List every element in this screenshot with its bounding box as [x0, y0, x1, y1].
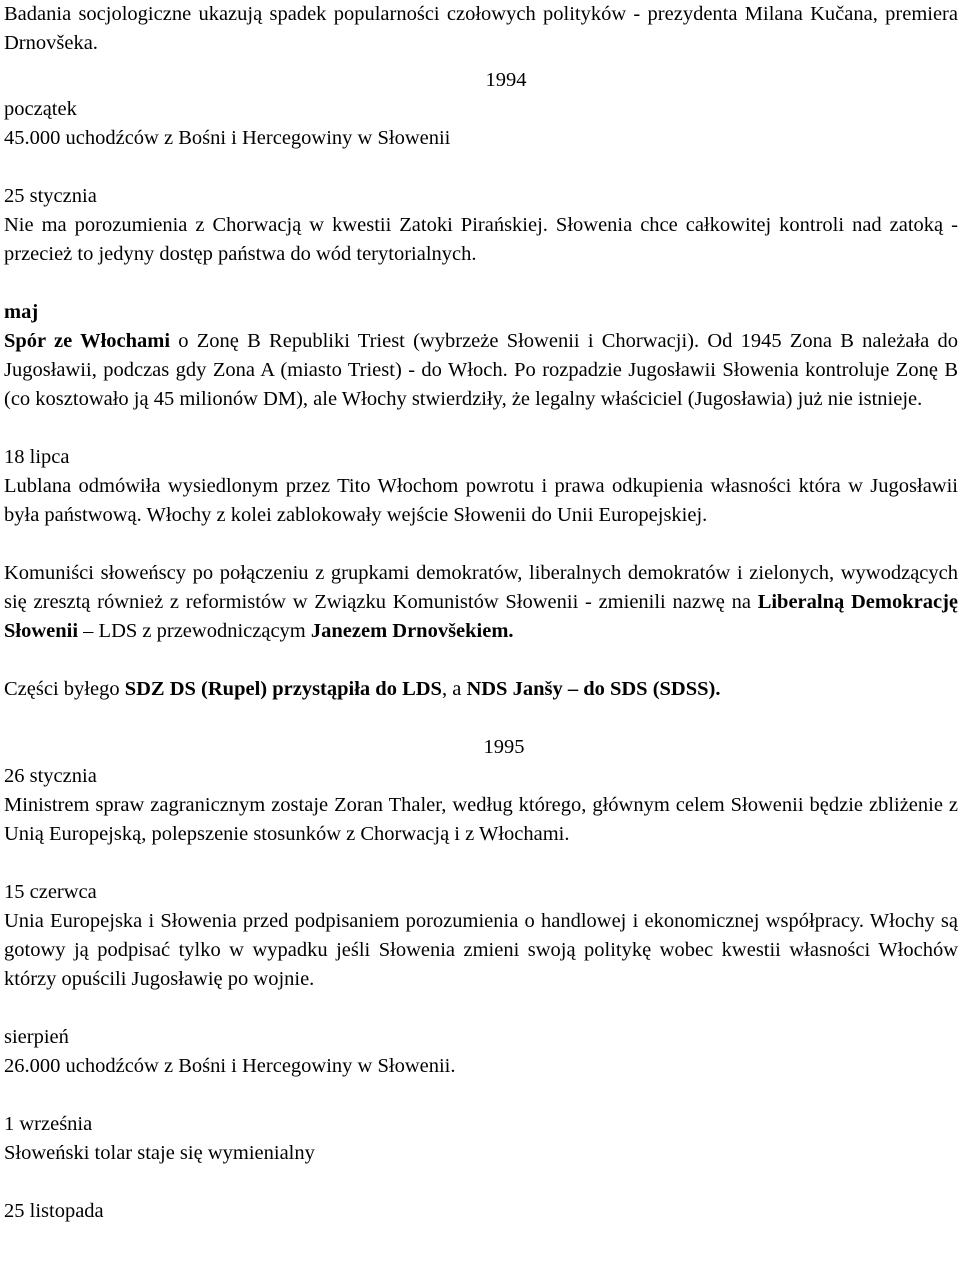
entry-date-1995-nov-25: 25 listopada — [4, 1200, 104, 1222]
entry-date-1994-jan-25: 25 stycznia — [4, 185, 97, 207]
year-heading-1995: 1995 — [483, 736, 525, 758]
paragraph-lds-bold-leader: Janezem Drnovšekiem. — [310, 620, 514, 642]
entry-rest-1994-may: o Zonę B Republiki Triest (wybrzeże Słowenii i Chorwacji). Od 1945 Zona B należała do Jugosławii, podczas gdy Zona A (miasto Triest) - do Włoch. Po rozpadzie Jugosławii Słowenia kontroluje Zonę B (co kosztowało ją 45 milionów DM), ale Włochy stwierdziły, że legalny właściciel (Jugosławia) już nie istnieje. — [4, 330, 959, 410]
entry-text-1995-jun-15: Unia Europejska i Słowenia przed podpisaniem porozumienia o handlowej i ekonomicznej współpracy. Włochy są gotowy ją podpisać tylko w wypadku jeśli Słowenia zmieni swoją politykę wobec kwestii własności Włochów którzy opuścili Jugosławię po wojnie. — [4, 910, 958, 990]
paragraph-lds-part-1: Komuniści słoweńscy po połączeniu z grupkami demokratów, liberalnych demokratów i zielonych, wywodzących się zresztą również z reformistów w Związku Komunistów Słowenii - zmienili nazwę na — [4, 562, 958, 613]
entry-text-1994-may — [4, 327, 958, 414]
entry-text-1994-start: 45.000 uchodźców z Bośni i Hercegowiny w Słowenii — [4, 127, 451, 149]
entry-text-1995-jan-26: Ministrem spraw zagranicznym zostaje Zoran Thaler, według którego, głównym celem Słowenii będzie zbliżenie z Unią Europejską, polepszenie stosunków z Chorwacją i z Włochami. — [4, 794, 958, 845]
entry-text-1994-jul-18: Lublana odmówiła wysiedlonym przez Tito Włochom powrotu i prawa odkupienia własności która w Jugosławii była państwową. Włochy z kolei zablokowały wejście Słowenii do Unii Europejskiej. — [4, 475, 958, 526]
entry-date-1995-jun-15: 15 czerwca — [4, 881, 97, 903]
entry-date-1994-jul-18: 18 lipca — [4, 446, 70, 468]
entry-text-1995-sep-1: Słoweński tolar staje się wymienialny — [4, 1142, 315, 1164]
paragraph-lds-bold-name: Liberalną Demokrację Słowenii — [4, 591, 958, 642]
entry-bold-1994-may: Spór ze Włochami — [4, 330, 171, 352]
entry-date-1995-sep-1: 1 września — [4, 1113, 93, 1135]
paragraph-lds — [4, 559, 958, 646]
intro-paragraph: Badania socjologiczne ukazują spadek popularności czołowych polityków - prezydenta Milana Kučana, premiera Drnovšeka. — [4, 3, 958, 54]
document-page — [4, 0, 958, 1226]
year-heading-1994: 1994 — [485, 69, 527, 91]
paragraph-sdz-part-1: Części byłego — [4, 678, 125, 700]
entry-date-1994-may: maj — [4, 301, 39, 323]
entry-text-1994-jan-25: Nie ma porozumienia z Chorwacją w kwestii Zatoki Pirańskiej. Słowenia chce całkowitej kontroli nad zatoką - przecież to jedyny dostęp państwa do wód terytorialnych. — [4, 214, 958, 265]
entry-date-1994-start: początek — [4, 98, 77, 120]
entry-text-1995-aug: 26.000 uchodźców z Bośni i Hercegowiny w Słowenii. — [4, 1055, 456, 1077]
paragraph-sdz-part-2: , a — [441, 678, 467, 700]
entry-date-1995-jan-26: 26 stycznia — [4, 765, 97, 787]
paragraph-sdz — [4, 675, 958, 704]
paragraph-sdz-bold-1: SDZ DS (Rupel) przystąpiła do LDS — [124, 678, 442, 700]
entry-date-1995-aug: sierpień — [4, 1026, 69, 1048]
paragraph-sdz-bold-2: NDS Janšy – do SDS (SDSS). — [466, 678, 721, 700]
paragraph-lds-part-2: – LDS z przewodniczącym — [78, 620, 311, 642]
